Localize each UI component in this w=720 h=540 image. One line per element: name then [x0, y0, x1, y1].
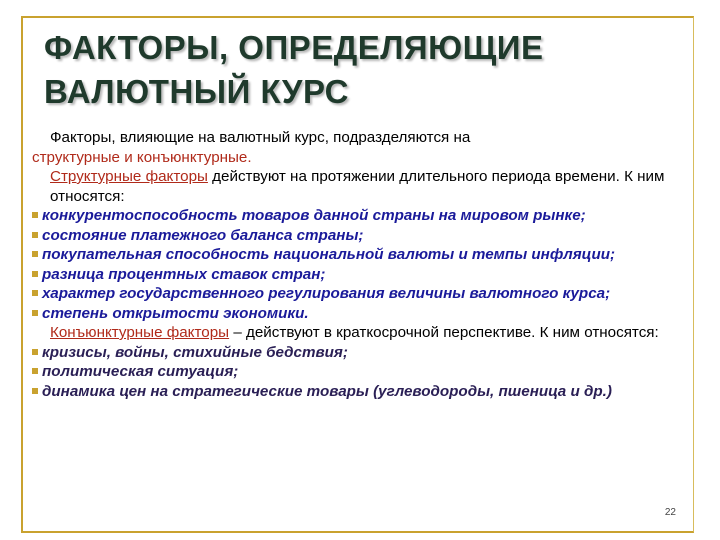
title-line-1: ФАКТОРЫ, ОПРЕДЕЛЯЮЩИЕ: [44, 29, 544, 66]
intro-text: Факторы, влияющие на валютный курс, подразделяются на: [50, 129, 471, 146]
structural-text: действуют на протяжении длительного периода времени. К ним относятся:: [50, 168, 665, 205]
intro-paragraph: [32, 128, 697, 148]
bullet-square-icon: [32, 290, 38, 296]
structural-paragraph: [32, 167, 697, 206]
bullet-square-icon: [32, 310, 38, 316]
intro-categories: структурные и конъюнктурные.: [32, 148, 252, 166]
structural-list: [32, 206, 697, 323]
list-item: состояние платежного баланса страны;: [32, 226, 697, 246]
cyclical-text: – действуют в краткосрочной перспективе. К ним относятся:: [229, 324, 659, 341]
title-line-2: ВАЛЮТНЫЙ КУРС: [44, 73, 349, 110]
cyclical-paragraph: [32, 323, 697, 343]
list-item: покупательная способность национальной валюты и темпы инфляции;: [32, 245, 697, 265]
list-item: разница процентных ставок стран;: [32, 265, 697, 285]
cyclical-label: Конъюнктурные факторы: [50, 324, 230, 341]
bullet-square-icon: [32, 349, 38, 355]
list-item: конкурентоспособность товаров данной страны на мировом рынке;: [32, 206, 697, 226]
slide-body: [32, 128, 697, 401]
list-item: степень открытости экономики.: [32, 304, 697, 324]
bullet-square-icon: [32, 271, 38, 277]
bullet-square-icon: [32, 251, 38, 257]
bullet-square-icon: [32, 212, 38, 218]
bullet-square-icon: [32, 368, 38, 374]
list-item: характер государственного регулирования величины валютного курса;: [32, 284, 697, 304]
bullet-square-icon: [32, 388, 38, 394]
cyclical-list: [32, 343, 697, 402]
structural-label: Структурные факторы: [50, 168, 208, 185]
page-number: 22: [664, 507, 676, 518]
list-item: кризисы, войны, стихийные бедствия;: [32, 343, 697, 363]
bullet-square-icon: [32, 232, 38, 238]
slide-title: [44, 26, 684, 114]
list-item: динамика цен на стратегические товары (углеводороды, пшеница и др.): [32, 382, 697, 402]
list-item: политическая ситуация;: [32, 362, 697, 382]
